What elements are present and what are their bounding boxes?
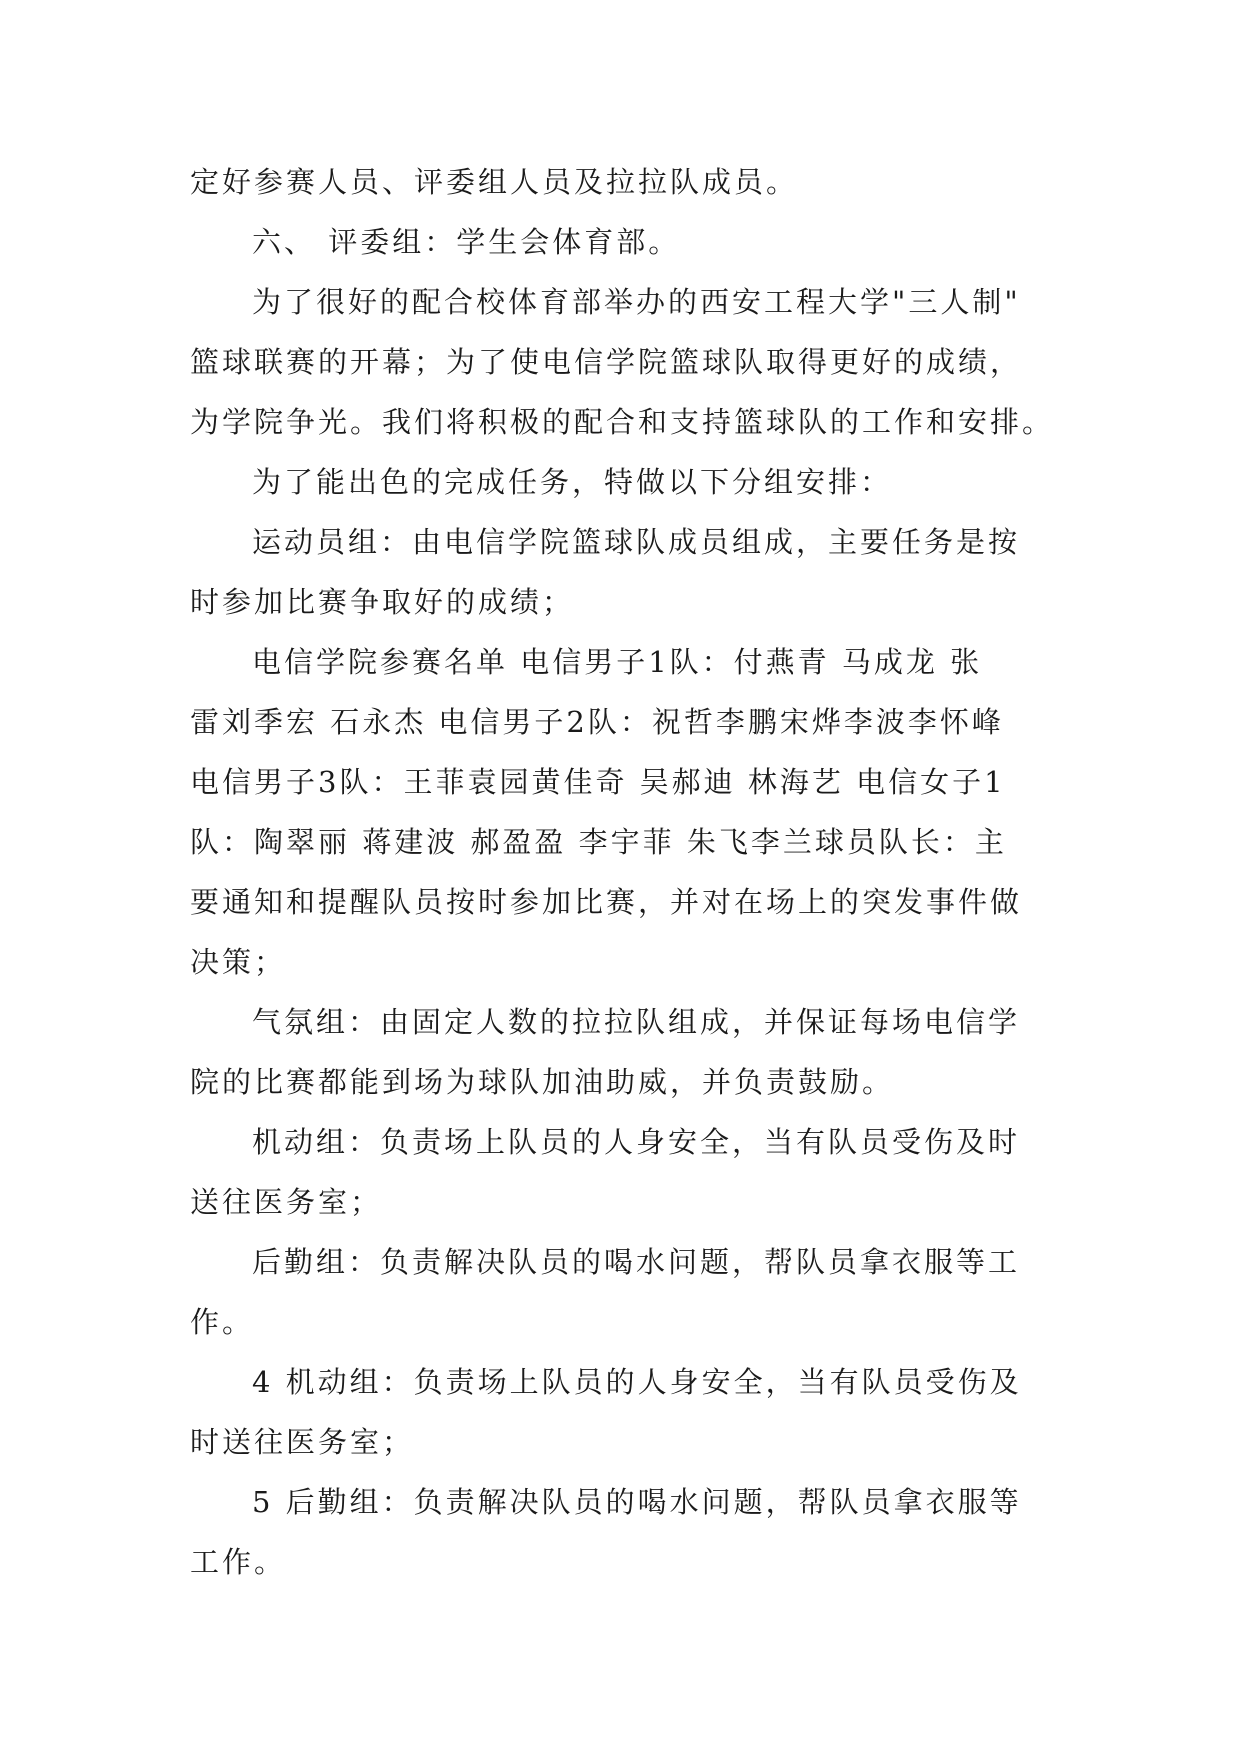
paragraph-line: 为了很好的配合校体育部举办的西安工程大学"三人制" xyxy=(252,285,1021,319)
paragraph-line: 5 后勤组：负责解决队员的喝水问题，帮队员拿衣服等 xyxy=(252,1485,1022,1519)
paragraph-line: 运动员组：由电信学院篮球队成员组成，主要任务是按 xyxy=(252,525,1021,559)
paragraph-7-atmosphere-group xyxy=(190,992,1055,1112)
paragraph-line: 为了能出色的完成任务，特做以下分组安排： xyxy=(252,465,893,499)
paragraph-4-arrangement-intro xyxy=(190,452,1055,512)
paragraph-line: 机动组：负责场上队员的人身安全，当有队员受伤及时 xyxy=(252,1125,1021,1159)
paragraph-3-purpose xyxy=(190,272,1055,452)
paragraph-5-athletes-group xyxy=(190,512,1055,632)
paragraph-line: 电信男子3队：王菲袁园黄佳奇 吴郝迪 林海艺 电信女子1 xyxy=(190,765,1006,799)
paragraph-9-logistics-group xyxy=(190,1232,1055,1352)
paragraph-line: 队：陶翠丽 蒋建波 郝盈盈 李宇菲 朱飞李兰球员队长：主 xyxy=(190,825,1007,859)
paragraph-line: 篮球联赛的开幕；为了使电信学院篮球队取得更好的成绩， xyxy=(190,345,1023,379)
paragraph-8-mobile-group xyxy=(190,1112,1055,1232)
paragraph-line: 定好参赛人员、评委组人员及拉拉队成员。 xyxy=(190,165,799,199)
paragraph-line: 雷刘季宏 石永杰 电信男子2队：祝哲李鹏宋烨李波李怀峰 xyxy=(190,705,1004,739)
document-body xyxy=(190,152,1055,1592)
paragraph-line: 作。 xyxy=(190,1305,255,1339)
paragraph-line: 决策； xyxy=(190,945,287,979)
paragraph-line: 4 机动组：负责场上队员的人身安全，当有队员受伤及 xyxy=(252,1365,1022,1399)
paragraph-line: 工作。 xyxy=(190,1545,287,1579)
paragraph-line: 院的比赛都能到场为球队加油助威，并负责鼓励。 xyxy=(190,1065,895,1099)
paragraph-line: 为学院争光。我们将积极的配合和支持篮球队的工作和安排。 xyxy=(190,405,1055,439)
paragraph-line: 后勤组：负责解决队员的喝水问题，帮队员拿衣服等工 xyxy=(252,1245,1021,1279)
paragraph-line: 要通知和提醒队员按时参加比赛，并对在场上的突发事件做 xyxy=(190,885,1023,919)
paragraph-line: 电信学院参赛名单 电信男子1队：付燕青 马成龙 张 xyxy=(252,645,983,679)
paragraph-line: 时参加比赛争取好的成绩； xyxy=(190,585,575,619)
paragraph-line: 气氛组：由固定人数的拉拉队组成，并保证每场电信学 xyxy=(252,1005,1021,1039)
paragraph-10-mobile-group-item-4 xyxy=(190,1352,1055,1472)
paragraph-1 xyxy=(190,152,1055,212)
paragraph-6-team-roster xyxy=(190,632,1055,992)
paragraph-line: 送往医务室； xyxy=(190,1185,383,1219)
paragraph-2-judges-group xyxy=(190,212,1055,272)
paragraph-line: 时送往医务室； xyxy=(190,1425,415,1459)
paragraph-line: 六、 评委组：学生会体育部。 xyxy=(252,225,681,259)
paragraph-11-logistics-group-item-5 xyxy=(190,1472,1055,1592)
